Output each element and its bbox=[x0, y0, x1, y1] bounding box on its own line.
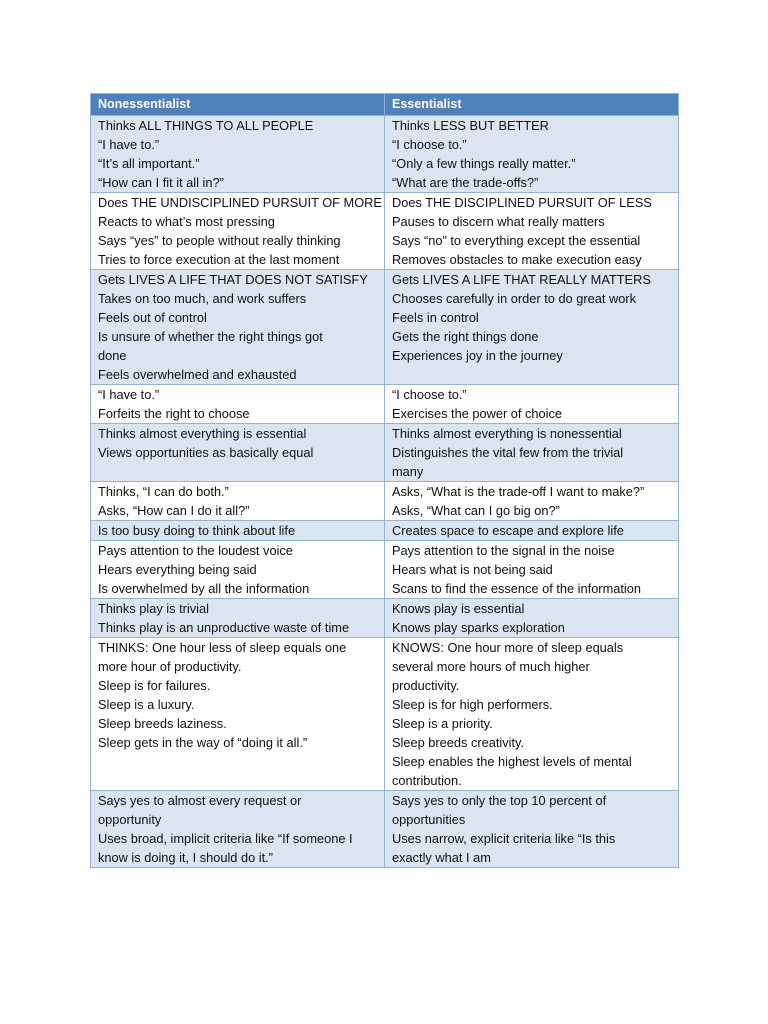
cell-line: Thinks play is trivial bbox=[98, 601, 209, 616]
cell-line: Sleep is a priority. bbox=[392, 716, 493, 731]
cell-line: Is overwhelmed by all the information bbox=[98, 581, 310, 596]
cell-line: Is too busy doing to think about life bbox=[98, 523, 296, 538]
table-body bbox=[91, 116, 679, 868]
cell-line: Sleep gets in the way of “doing it all.” bbox=[98, 735, 308, 750]
cell-line: Views opportunities as basically equal bbox=[98, 445, 314, 460]
cell-line: Says “yes” to people without really thinking bbox=[98, 233, 341, 248]
cell-line: Exercises the power of choice bbox=[392, 406, 562, 421]
cell-line bbox=[98, 462, 377, 481]
cell-line: contribution. bbox=[392, 773, 462, 788]
table-row bbox=[91, 791, 679, 868]
cell-line: Sleep breeds creativity. bbox=[392, 735, 525, 750]
nonessentialist-cell bbox=[91, 482, 385, 521]
cell-line: Reacts to what’s most pressing bbox=[98, 214, 275, 229]
cell-line: Thinks LESS BUT BETTER bbox=[392, 118, 549, 133]
cell-line: Creates space to escape and explore life bbox=[392, 523, 624, 538]
cell-line: Says “no” to everything except the essential bbox=[392, 233, 641, 248]
nonessentialist-cell bbox=[91, 193, 385, 270]
cell-line: Says yes to only the top 10 percent of bbox=[392, 793, 607, 808]
nonessentialist-cell bbox=[91, 638, 385, 791]
essentialist-cell bbox=[385, 791, 679, 868]
cell-line: Pays attention to the signal in the noise bbox=[392, 543, 615, 558]
comparison-table bbox=[90, 93, 679, 868]
table-row bbox=[91, 599, 679, 638]
cell-line bbox=[392, 365, 671, 384]
header-nonessentialist: Nonessentialist bbox=[91, 94, 385, 116]
cell-line: exactly what I am bbox=[392, 850, 491, 865]
nonessentialist-cell bbox=[91, 424, 385, 482]
table-row bbox=[91, 638, 679, 791]
cell-line: “How can I fit it all in?” bbox=[98, 175, 224, 190]
cell-line: opportunities bbox=[392, 812, 466, 827]
cell-line: Scans to find the essence of the information bbox=[392, 581, 641, 596]
nonessentialist-cell bbox=[91, 116, 385, 193]
cell-line: Hears what is not being said bbox=[392, 562, 553, 577]
essentialist-cell bbox=[385, 541, 679, 599]
cell-line: Forfeits the right to choose bbox=[98, 406, 250, 421]
table-row bbox=[91, 541, 679, 599]
cell-line: Takes on too much, and work suffers bbox=[98, 291, 307, 306]
cell-line: several more hours of much higher bbox=[392, 659, 590, 674]
essentialist-cell bbox=[385, 385, 679, 424]
cell-line: many bbox=[392, 464, 424, 479]
cell-line: Experiences joy in the journey bbox=[392, 348, 563, 363]
essentialist-cell bbox=[385, 193, 679, 270]
essentialist-cell bbox=[385, 521, 679, 541]
table-row bbox=[91, 385, 679, 424]
nonessentialist-cell bbox=[91, 521, 385, 541]
cell-line: Thinks ALL THINGS TO ALL PEOPLE bbox=[98, 118, 314, 133]
cell-line: know is doing it, I should do it.” bbox=[98, 850, 273, 865]
header-essentialist: Essentialist bbox=[385, 94, 679, 116]
cell-line: Thinks, “I can do both.” bbox=[98, 484, 229, 499]
cell-line: Gets LIVES A LIFE THAT REALLY MATTERS bbox=[392, 272, 651, 287]
cell-line: “Only a few things really matter.” bbox=[392, 156, 576, 171]
cell-line: Gets the right things done bbox=[392, 329, 539, 344]
essentialist-cell bbox=[385, 599, 679, 638]
cell-line: “I have to.” bbox=[98, 137, 160, 152]
header-row bbox=[91, 94, 679, 116]
cell-line: Uses broad, implicit criteria like “If someone I bbox=[98, 831, 353, 846]
cell-line: productivity. bbox=[392, 678, 460, 693]
nonessentialist-cell bbox=[91, 541, 385, 599]
cell-line: Removes obstacles to make execution easy bbox=[392, 252, 642, 267]
essentialist-cell bbox=[385, 638, 679, 791]
cell-line: Feels overwhelmed and exhausted bbox=[98, 367, 297, 382]
cell-line: Sleep is for high performers. bbox=[392, 697, 553, 712]
cell-line: Thinks play is an unproductive waste of time bbox=[98, 620, 350, 635]
cell-line: KNOWS: One hour more of sleep equals bbox=[392, 640, 624, 655]
cell-line: Uses narrow, explicit criteria like “Is this bbox=[392, 831, 616, 846]
table-row bbox=[91, 424, 679, 482]
cell-line: Thinks almost everything is nonessential bbox=[392, 426, 622, 441]
cell-line bbox=[98, 771, 377, 790]
cell-line: Pays attention to the loudest voice bbox=[98, 543, 293, 558]
cell-line: Gets LIVES A LIFE THAT DOES NOT SATISFY bbox=[98, 272, 368, 287]
cell-line: Sleep is for failures. bbox=[98, 678, 211, 693]
nonessentialist-cell bbox=[91, 270, 385, 385]
nonessentialist-cell bbox=[91, 791, 385, 868]
table-row bbox=[91, 270, 679, 385]
cell-line: Hears everything being said bbox=[98, 562, 257, 577]
cell-line: Knows play sparks exploration bbox=[392, 620, 565, 635]
cell-line: Feels out of control bbox=[98, 310, 207, 325]
cell-line: more hour of productivity. bbox=[98, 659, 242, 674]
cell-line: done bbox=[98, 348, 127, 363]
cell-line: Knows play is essential bbox=[392, 601, 525, 616]
cell-line bbox=[98, 752, 377, 771]
essentialist-cell bbox=[385, 424, 679, 482]
cell-line: Asks, “What can I go big on?” bbox=[392, 503, 560, 518]
essentialist-cell bbox=[385, 270, 679, 385]
cell-line: Tries to force execution at the last moment bbox=[98, 252, 340, 267]
cell-line: “I choose to.” bbox=[392, 387, 467, 402]
cell-line: Does THE UNDISCIPLINED PURSUIT OF MORE bbox=[98, 195, 382, 210]
cell-line: Thinks almost everything is essential bbox=[98, 426, 307, 441]
nonessentialist-cell bbox=[91, 385, 385, 424]
table-row bbox=[91, 521, 679, 541]
cell-line: opportunity bbox=[98, 812, 162, 827]
cell-line: Does THE DISCIPLINED PURSUIT OF LESS bbox=[392, 195, 652, 210]
cell-line: THINKS: One hour less of sleep equals one bbox=[98, 640, 347, 655]
cell-line: Says yes to almost every request or bbox=[98, 793, 302, 808]
cell-line: Sleep enables the highest levels of mental bbox=[392, 754, 632, 769]
table-row bbox=[91, 482, 679, 521]
cell-line: “I choose to.” bbox=[392, 137, 467, 152]
cell-line: Sleep is a luxury. bbox=[98, 697, 195, 712]
cell-line: Pauses to discern what really matters bbox=[392, 214, 605, 229]
cell-line: Chooses carefully in order to do great work bbox=[392, 291, 636, 306]
cell-line: “What are the trade-offs?” bbox=[392, 175, 539, 190]
cell-line: Feels in control bbox=[392, 310, 479, 325]
essentialist-cell bbox=[385, 116, 679, 193]
table-row bbox=[91, 193, 679, 270]
essentialist-cell bbox=[385, 482, 679, 521]
cell-line: Sleep breeds laziness. bbox=[98, 716, 227, 731]
cell-line: “I have to.” bbox=[98, 387, 160, 402]
cell-line: “It’s all important.” bbox=[98, 156, 200, 171]
cell-line: Distinguishes the vital few from the trivial bbox=[392, 445, 624, 460]
table-row bbox=[91, 116, 679, 193]
cell-line: Asks, “How can I do it all?” bbox=[98, 503, 250, 518]
cell-line: Is unsure of whether the right things got bbox=[98, 329, 323, 344]
nonessentialist-cell bbox=[91, 599, 385, 638]
cell-line: Asks, “What is the trade-off I want to make?” bbox=[392, 484, 645, 499]
